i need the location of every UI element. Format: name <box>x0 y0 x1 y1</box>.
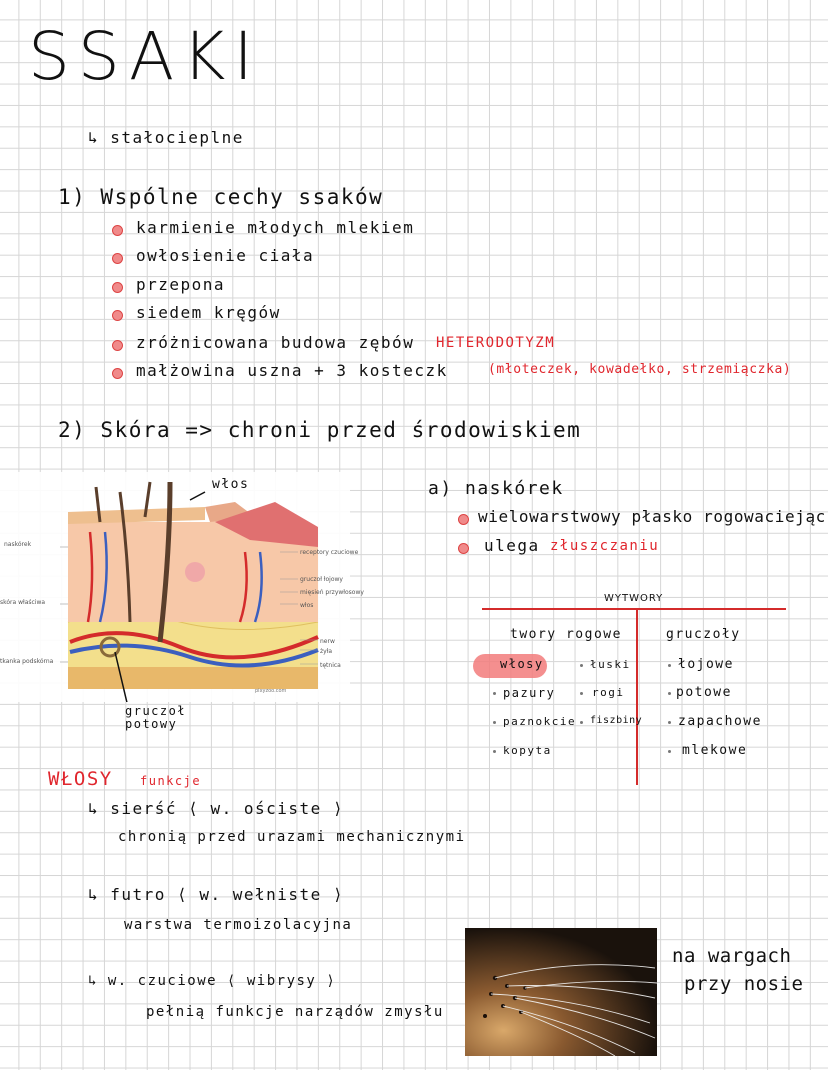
list-item: potowe <box>676 685 732 700</box>
photo-caption: na wargach <box>672 945 792 967</box>
list-item: przepona <box>136 275 226 294</box>
bullet-icon <box>112 225 123 236</box>
exfoliation-note: złuszczaniu <box>550 538 660 554</box>
bullet-icon <box>668 692 671 695</box>
bullet-icon <box>458 543 469 554</box>
bullet-icon <box>668 750 671 753</box>
hair-type-title: ↳ sierść ⟨ w. ościste ⟩ <box>88 799 345 818</box>
column-header: twory rogowe <box>510 627 622 642</box>
diagram-label: żyła <box>320 648 333 655</box>
bullet-icon <box>493 721 496 724</box>
hair-type-desc: warstwa termoizolacyjna <box>124 917 353 933</box>
list-item: fiszbiny <box>590 715 643 726</box>
bullet-icon <box>493 692 496 695</box>
diagram-label: tkanka podskórna <box>0 658 54 665</box>
bullet-icon <box>580 721 583 724</box>
bullet-icon <box>112 310 123 321</box>
epidermis-heading: a) naskórek <box>428 478 564 499</box>
skin-diagram-image <box>0 472 350 702</box>
list-item: karmienie młodych mlekiem <box>136 218 415 237</box>
diagram-label: mięsień przywłosowy <box>300 589 364 596</box>
diagram-label: receptory czuciowe <box>300 549 359 556</box>
hair-heading: WŁOSY <box>48 768 113 790</box>
list-item: zapachowe <box>678 714 762 729</box>
sweat-gland-annotation: gruczoł potowy <box>125 704 187 731</box>
bullet-icon <box>112 340 123 351</box>
bullet-icon <box>668 664 671 667</box>
bullet-icon <box>112 253 123 264</box>
diagram-label: skóra właściwa <box>0 599 46 606</box>
column-header: gruczoły <box>666 627 741 642</box>
list-item: włosy <box>500 657 544 671</box>
list-item: łuski <box>590 658 631 671</box>
bullet-icon <box>458 514 469 525</box>
list-item: małżowina uszna + 3 kosteczk <box>136 361 448 380</box>
list-item: mlekowe <box>682 743 748 758</box>
list-item: paznokcie <box>503 715 577 728</box>
subtitle: ↳ stałocieplne <box>88 128 244 147</box>
bullet-icon <box>580 692 583 695</box>
list-item: siedem kręgów <box>136 303 281 322</box>
hair-annotation: włos <box>212 477 250 492</box>
hair-type-title: ↳ futro ⟨ w. wełniste ⟩ <box>88 885 345 904</box>
list-item: wielowarstwowy płasko rogowaciejąc <box>478 507 826 526</box>
table-divider <box>636 609 638 785</box>
diagram-label: tętnica <box>320 662 341 669</box>
list-item: owłosienie ciała <box>136 246 315 265</box>
products-title: WYTWORY <box>604 593 664 604</box>
list-item: kopyta <box>503 744 552 757</box>
list-item: pazury <box>503 686 556 700</box>
diagram-label: nerw <box>320 638 335 645</box>
bullet-icon <box>493 750 496 753</box>
page-title: SSAKI <box>28 18 261 95</box>
list-item: rogi <box>592 686 625 699</box>
bullet-icon <box>112 368 123 379</box>
section1-heading: 1) Wspólne cechy ssaków <box>58 185 384 209</box>
diagram-credit: pixyzoo.com <box>255 688 287 694</box>
hair-subheading: funkcje <box>140 774 202 788</box>
section2-heading: 2) Skóra => chroni przed środowiskiem <box>58 418 582 442</box>
bullet-icon <box>668 721 671 724</box>
diagram-label: gruczoł łojowy <box>300 576 343 583</box>
list-item: łojowe <box>678 657 734 672</box>
whiskers-photo <box>465 928 657 1056</box>
heterodontism-note: HETERODOTYZM <box>436 335 556 351</box>
ossicles-note: (młoteczek, kowadełko, strzemiączka) <box>488 362 792 377</box>
hair-type-title: ↳ w. czuciowe ⟨ wibrysy ⟩ <box>88 973 337 989</box>
photo-caption: przy nosie <box>684 973 804 995</box>
bullet-icon <box>112 282 123 293</box>
hair-type-desc: chronią przed urazami mechanicznymi <box>118 829 466 845</box>
diagram-label: włos <box>300 602 314 609</box>
hair-type-desc: pełnią funkcje narządów zmysłu <box>146 1004 444 1020</box>
bullet-icon <box>580 664 583 667</box>
diagram-label: naskórek <box>4 541 32 548</box>
table-divider <box>482 608 786 610</box>
list-item: ulega <box>484 536 540 555</box>
list-item: zróżnicowana budowa zębów <box>136 333 415 352</box>
